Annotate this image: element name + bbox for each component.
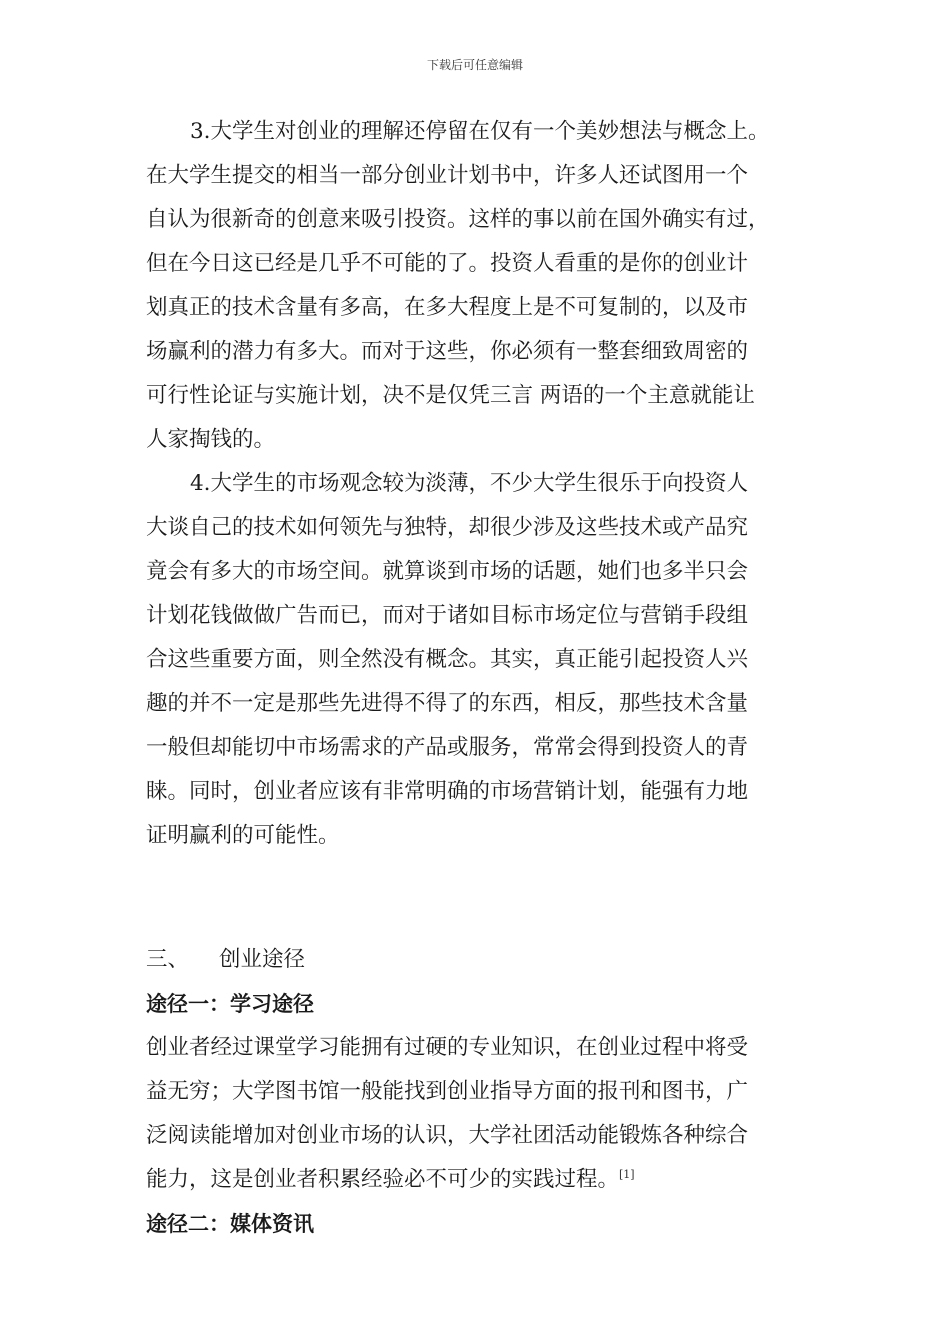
route-1-heading: 途径一：学习途径: [146, 992, 314, 1016]
paragraph-line: 竟会有多大的市场空间。就算谈到市场的话题，她们也多半只会: [146, 559, 749, 584]
paragraph-line: 场赢利的潜力有多大。而对于这些，你必须有一整套细致周密的: [146, 339, 749, 364]
paragraph-line: 4.大学生的市场观念较为淡薄，不少大学生很乐于向投资人: [190, 471, 749, 496]
paragraph-line: 可行性论证与实施计划，决不是仅凭三言 两语的一个主意就能让: [146, 383, 755, 408]
paragraph-line: 益无穷；大学图书馆一般能找到创业指导方面的报刊和图书，广: [146, 1079, 749, 1104]
paragraph-point-4: [146, 462, 806, 858]
paragraph-line-text: 能力，这是创业者积累经验必不可少的实践过程。: [146, 1167, 620, 1192]
paragraph-line: [146, 1158, 806, 1202]
paragraph-line: 一般但却能切中市场需求的产品或服务，常常会得到投资人的青: [146, 735, 749, 760]
citation-marker[interactable]: [1]: [619, 1167, 635, 1181]
document-body: [146, 110, 806, 1246]
page-header: 下载后可任意编辑: [426, 58, 523, 72]
paragraph-point-3: [146, 110, 806, 462]
paragraph-line: 睐。同时，创业者应该有非常明确的市场营销计划，能强有力地: [146, 779, 749, 804]
paragraph-line: 创业者经过课堂学习能拥有过硬的专业知识，在创业过程中将受: [146, 1035, 749, 1060]
paragraph-line: 趣的并不一定是那些先进得不得了的东西，相反，那些技术含量: [146, 691, 749, 716]
paragraph-line: 但在今日这已经是几乎不可能的了。投资人看重的是你的创业计: [146, 251, 749, 276]
paragraph-line: 泛阅读能增加对创业市场的认识，大学社团活动能锻炼各种综合: [146, 1123, 749, 1148]
paragraph-line: 大谈自己的技术如何领先与独特，却很少涉及这些技术或产品究: [146, 515, 749, 540]
paragraph-line: 自认为很新奇的创意来吸引投资。这样的事以前在国外确实有过，: [146, 207, 770, 232]
section-title: 创业途径: [219, 947, 306, 972]
paragraph-line: 3.大学生对创业的理解还停留在仅有一个美妙想法与概念上。: [190, 119, 770, 144]
section-number: 三、: [146, 947, 190, 972]
paragraph-line: 人家掏钱的。: [146, 427, 276, 452]
section-heading: [146, 938, 806, 982]
route-2-heading: 途径二：媒体资讯: [146, 1212, 314, 1236]
route-1-paragraph: [146, 1026, 806, 1202]
paragraph-line: 在大学生提交的相当一部分创业计划书中，许多人还试图用一个: [146, 163, 749, 188]
paragraph-line: 计划花钱做做广告而已，而对于诸如目标市场定位与营销手段组: [146, 603, 749, 628]
paragraph-line: 证明赢利的可能性。: [146, 823, 340, 848]
paragraph-line: 合这些重要方面，则全然没有概念。其实，真正能引起投资人兴: [146, 647, 749, 672]
paragraph-line: 划真正的技术含量有多高，在多大程度上是不可复制的，以及市: [146, 295, 749, 320]
section-spacer: [146, 858, 806, 938]
